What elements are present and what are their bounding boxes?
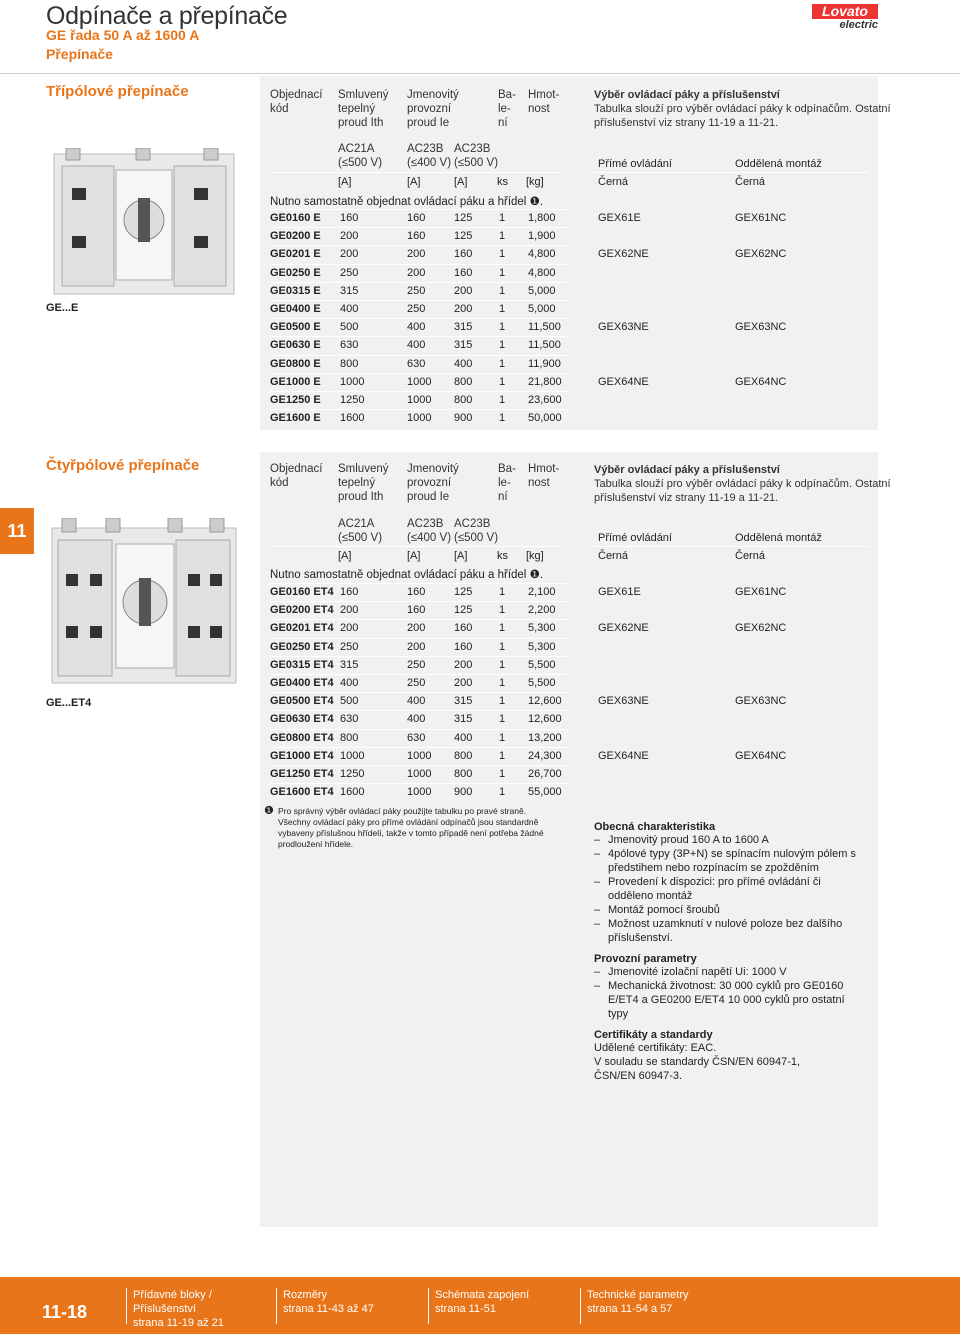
product-label-3pole: GE...E (46, 302, 79, 314)
product-code: GE0800 E (270, 357, 321, 370)
table-cell: 50,000 (528, 412, 562, 425)
product-image-3pole (44, 148, 244, 298)
order-note: Nutno samostatně objednat ovládací páku a hřídel ❶. (270, 196, 544, 208)
row-divider (270, 336, 568, 337)
row-divider (270, 245, 568, 246)
row-divider (270, 409, 568, 410)
table-cell: 315 (340, 284, 359, 297)
table-cell: 200 (454, 677, 473, 689)
row-divider (270, 729, 568, 730)
table-cell: 200 (454, 284, 473, 297)
list-item: – Možnost uzamknutí v nulové poloze bez dalšího příslušenství. (594, 917, 864, 945)
table-cell: 160 (407, 212, 426, 224)
table-cell: 160 (340, 586, 359, 598)
col-header-code: Objednací kód (270, 89, 323, 115)
table-cell: 1000 (407, 412, 432, 425)
table-cell: 160 (340, 212, 359, 224)
table-cell: 1 (499, 303, 506, 315)
table-row (270, 300, 570, 318)
table-cell: 11,500 (528, 321, 561, 334)
table-cell: 1 (499, 604, 506, 617)
separate-mount-header-2: Oddělená montáž (735, 532, 822, 544)
table-cell: 1 (499, 375, 506, 388)
table-cell: 1250 (340, 768, 365, 780)
table-cell: 1 (499, 412, 506, 425)
row-divider (270, 638, 568, 639)
table-cell: 800 (340, 731, 359, 744)
table-cell: 630 (407, 731, 426, 744)
table-cell: 4,800 (528, 248, 556, 261)
separate-handle-code: GEX63NC (735, 321, 787, 334)
color-black-4: Černá (735, 550, 765, 562)
table-cell: 315 (340, 658, 359, 671)
table-cell: 1 (499, 768, 506, 780)
table-cell: 1 (499, 321, 506, 334)
table-cell: 315 (454, 321, 473, 334)
table-cell: 250 (407, 658, 426, 671)
list-item: – Jmenovitý proud 160 A to 1600 A (594, 833, 864, 847)
product-code: GE0630 ET4 (270, 713, 334, 726)
row-divider (270, 318, 568, 319)
table-row (270, 619, 570, 637)
cert-line-1: Udělené certifikáty: EAC. (594, 1042, 717, 1054)
footer-link[interactable] (580, 1288, 730, 1324)
product-code: GE0200 ET4 (270, 604, 334, 617)
table-cell: 1,800 (528, 212, 556, 224)
table-cell: 160 (407, 604, 426, 617)
product-code: GE0160 ET4 (270, 586, 334, 598)
table-cell: 12,600 (528, 713, 562, 726)
footer-link-page: strana 11-51 (435, 1303, 496, 1315)
table-cell: 200 (407, 640, 426, 653)
table-cell: 1000 (407, 375, 432, 388)
footer-link[interactable] (428, 1288, 580, 1324)
table-cell: 1600 (340, 412, 365, 425)
list-item: – Jmenovité izolační napětí Ui: 1000 V (594, 965, 864, 979)
table-cell: 160 (454, 622, 473, 635)
product-code: GE0400 ET4 (270, 677, 334, 689)
col-sub-ac21a: AC21A (≤500 V) (338, 143, 383, 169)
table-cell: 900 (454, 412, 473, 425)
table-cell: 125 (454, 604, 473, 617)
table-cell: 5,300 (528, 622, 556, 635)
table-row (270, 391, 570, 409)
row-divider (270, 656, 568, 657)
table-cell: 200 (454, 303, 473, 315)
table-cell: 1000 (407, 786, 432, 799)
color-black-3: Černá (598, 550, 628, 562)
col-header-code-2: Objednací kód (270, 463, 323, 489)
table-cell: 400 (454, 357, 473, 370)
separate-handle-code: GEX62NC (735, 248, 787, 261)
col-header-rated-2: Jmenovitý provozní proud Ie (407, 463, 459, 503)
table-cell: 12,600 (528, 695, 562, 708)
direct-control-header: Přímé ovládání (598, 158, 672, 170)
direct-handle-code: GEX61E (598, 586, 641, 598)
row-divider (270, 209, 568, 210)
table-cell: 5,500 (528, 658, 556, 671)
table-cell: 800 (454, 749, 473, 762)
table-cell: 2,200 (528, 604, 556, 617)
table-cell: 1600 (340, 786, 365, 799)
header-divider (0, 73, 960, 74)
col-sub-ac23b-400-2: AC23B (≤400 V) (407, 518, 452, 544)
logo-subtext: electric (839, 19, 878, 31)
table-cell: 500 (340, 695, 359, 708)
table-cell: 200 (340, 604, 359, 617)
direct-control-header-2: Přímé ovládání (598, 532, 672, 544)
row-divider (270, 601, 568, 602)
table-cell: 250 (407, 677, 426, 689)
table-cell: 1 (499, 284, 506, 297)
table-cell: 1 (499, 622, 506, 635)
table-cell: 1 (499, 339, 506, 352)
divider (594, 172, 869, 173)
table-cell: 11,900 (528, 357, 561, 370)
cert-line-3: ČSN/EN 60947-3. (594, 1070, 683, 1082)
table-cell: 1 (499, 749, 506, 762)
section2-title: Čtyřpólové přepínače (46, 457, 200, 474)
general-list (594, 833, 864, 945)
col-sub-ac21a-2: AC21A (≤500 V) (338, 518, 383, 544)
table-row (270, 710, 570, 728)
table-cell: 5,000 (528, 284, 556, 297)
table-row (270, 583, 570, 601)
table-cell: 160 (454, 248, 473, 261)
row-divider (270, 747, 568, 748)
table-cell: 250 (407, 284, 426, 297)
table-cell: 800 (454, 394, 473, 406)
table-row (270, 729, 570, 747)
table-cell: 1,900 (528, 230, 556, 243)
table-cell: 125 (454, 586, 473, 598)
characteristics (594, 821, 864, 1083)
table-row (270, 282, 570, 300)
col-header-weight: Hmot- nost (528, 89, 560, 115)
table-cell: 160 (454, 640, 473, 653)
table-row (270, 747, 570, 765)
row-divider (270, 674, 568, 675)
table-cell: 400 (340, 677, 359, 689)
row-divider (270, 300, 568, 301)
footer-link-title: Přídavné bloky / Příslušenství (133, 1289, 212, 1315)
table-cell: 1 (499, 394, 506, 406)
footer-link[interactable] (126, 1288, 276, 1329)
table-cell: 5,300 (528, 640, 556, 653)
product-code: GE0400 E (270, 303, 321, 315)
col-sub-ac23b-400: AC23B (≤400 V) (407, 143, 452, 169)
table-cell: 250 (407, 303, 426, 315)
table-row (270, 245, 570, 263)
row-divider (270, 692, 568, 693)
footnote: ❶ Pro správný výběr ovládací páky použijte tabulku po pravé straně. Všechny ovládací páky pro přímé ovládání odpínačů jsou standardně vybaveny příslušnou hřídelí, takže v tomto případě není potřeba žádné prodloužení hřídele. (264, 805, 544, 849)
direct-handle-code: GEX61E (598, 212, 641, 224)
row-divider (270, 282, 568, 283)
table-cell: 315 (454, 695, 473, 708)
footer-link-title: Schémata zapojení (435, 1289, 530, 1301)
table-row (270, 783, 570, 801)
table-cell: 13,200 (528, 731, 562, 744)
table-cell: 630 (407, 357, 426, 370)
product-label-4pole: GE...ET4 (46, 697, 92, 709)
table-cell: 1 (499, 731, 506, 744)
product-code: GE1250 ET4 (270, 768, 334, 780)
product-code: GE1000 ET4 (270, 749, 334, 762)
product-code: GE0800 ET4 (270, 731, 334, 744)
separate-handle-code: GEX64NC (735, 749, 787, 762)
table-cell: 4,800 (528, 266, 556, 279)
row-divider (270, 710, 568, 711)
product-code: GE0500 ET4 (270, 695, 334, 708)
product-code: GE0630 E (270, 339, 321, 352)
table-row (270, 638, 570, 656)
table-cell: 1 (499, 786, 506, 799)
table-cell: 125 (454, 212, 473, 224)
cert-title: Certifikáty a standardy (594, 1029, 713, 1041)
table-cell: 1 (499, 695, 506, 708)
table-cell: 400 (407, 321, 426, 334)
col-header-pack-2: Ba- le- ní (498, 463, 516, 503)
separate-handle-code: GEX64NC (735, 375, 787, 388)
table-row (270, 765, 570, 783)
table-cell: 400 (454, 731, 473, 744)
separate-handle-code: GEX62NC (735, 622, 787, 635)
table-row (270, 674, 570, 692)
table-row (270, 355, 570, 373)
table-cell: 630 (340, 339, 359, 352)
table-cell: 630 (340, 713, 359, 726)
table-row (270, 409, 570, 427)
product-code: GE0250 ET4 (270, 640, 334, 653)
table-cell: 200 (340, 230, 359, 243)
table-cell: 5,500 (528, 677, 556, 689)
table-row (270, 601, 570, 619)
table-row (270, 227, 570, 245)
color-black-1: Černá (598, 176, 628, 188)
table-cell: 1 (499, 640, 506, 653)
table-cell: 1 (499, 266, 506, 279)
table-cell: 1000 (340, 375, 365, 388)
table-cell: 24,300 (528, 749, 562, 762)
list-item: – Montáž pomocí šroubů (594, 903, 864, 917)
table-cell: 1250 (340, 394, 365, 406)
page-title: Odpínače a přepínače (46, 2, 288, 30)
table-cell: 1 (499, 230, 506, 243)
product-code: GE1600 ET4 (270, 786, 334, 799)
product-code: GE1000 E (270, 375, 321, 388)
footer-link-page: strana 11-19 až 21 (133, 1317, 224, 1329)
footer-link-page: strana 11-54 a 57 (587, 1303, 673, 1315)
oper-title: Provozní parametry (594, 953, 697, 965)
table-row (270, 692, 570, 710)
table-cell: 160 (407, 586, 426, 598)
row-divider (270, 765, 568, 766)
table-cell: 23,600 (528, 394, 562, 406)
product-code: GE0500 E (270, 321, 321, 334)
table-cell: 200 (454, 658, 473, 671)
table-cell: 1000 (407, 768, 432, 780)
table-cell: 1000 (340, 749, 365, 762)
separate-mount-header: Oddělená montáž (735, 158, 822, 170)
separate-handle-code: GEX63NC (735, 695, 787, 708)
footer-link[interactable] (276, 1288, 428, 1324)
product-code: GE0201 E (270, 248, 321, 261)
row-divider (270, 619, 568, 620)
table-cell: 1 (499, 586, 506, 598)
color-black-2: Černá (735, 176, 765, 188)
table-row (270, 209, 570, 227)
accessory-head: Výběr ovládací páky a příslušenství Tabulka slouží pro výběr ovládací páky k odpínačům. Ostatní příslušenství viz strany 11-19 a 11-21. (594, 89, 891, 129)
order-note-2: Nutno samostatně objednat ovládací páku a hřídel ❶. (270, 569, 544, 581)
logo-box: Lovato (812, 4, 878, 19)
list-item: – Mechanická životnost: 30 000 cyklů pro GE0160 E/ET4 a GE0200 E/ET4 10 000 cyklů pro ostatní typy (594, 979, 864, 1021)
col-header-thermal: Smluvený tepelný proud Ith (338, 89, 389, 129)
product-code: GE0315 ET4 (270, 658, 334, 671)
row-divider (270, 583, 568, 584)
table-cell: 1 (499, 658, 506, 671)
col-sub-ac23b-500: AC23B (≤500 V) (454, 143, 499, 169)
table-row (270, 264, 570, 282)
table-cell: 400 (407, 713, 426, 726)
table-cell: 5,000 (528, 303, 556, 315)
row-divider (270, 355, 568, 356)
table-cell: 900 (454, 786, 473, 799)
table-cell: 200 (340, 248, 359, 261)
footer-link-page: strana 11-43 až 47 (283, 1303, 374, 1315)
table-cell: 315 (454, 713, 473, 726)
direct-handle-code: GEX64NE (598, 375, 649, 388)
product-code: GE0201 ET4 (270, 622, 334, 635)
table-cell: 800 (454, 768, 473, 780)
direct-handle-code: GEX64NE (598, 749, 649, 762)
table-cell: 160 (454, 266, 473, 279)
table-cell: 160 (407, 230, 426, 243)
table-row (270, 336, 570, 354)
lovato-logo (812, 4, 878, 30)
table-cell: 200 (407, 622, 426, 635)
page-number: 11-18 (42, 1302, 88, 1322)
table-cell: 315 (454, 339, 473, 352)
table-cell: 400 (340, 303, 359, 315)
table-cell: 1000 (407, 394, 432, 406)
table-cell: 1000 (407, 749, 432, 762)
table-cell: 200 (340, 622, 359, 635)
footer-link-title: Rozměry (283, 1289, 328, 1301)
col-sub-ac23b-500-2: AC23B (≤500 V) (454, 518, 499, 544)
table-cell: 250 (340, 266, 359, 279)
direct-handle-code: GEX63NE (598, 695, 649, 708)
table-cell: 250 (340, 640, 359, 653)
table-row (270, 656, 570, 674)
product-code: GE0160 E (270, 212, 321, 224)
page-subtitle: GE řada 50 A až 1600 A (46, 27, 200, 43)
col-header-weight-2: Hmot- nost (528, 463, 560, 489)
table-cell: 1 (499, 713, 506, 726)
table-cell: 26,700 (528, 768, 562, 780)
oper-list (594, 965, 864, 1021)
table-cell: 1 (499, 212, 506, 224)
table-cell: 400 (407, 339, 426, 352)
divider-2 (594, 546, 869, 547)
product-code: GE1250 E (270, 394, 321, 406)
table-cell: 11,500 (528, 339, 561, 352)
col-header-thermal-2: Smluvený tepelný proud Ith (338, 463, 389, 503)
table-cell: 200 (407, 266, 426, 279)
page-subtitle-2: Přepínače (46, 46, 113, 62)
row-divider (270, 264, 568, 265)
table-cell: 2,100 (528, 586, 556, 598)
table-row (270, 318, 570, 336)
list-item: – Provedení k dispozici: pro přímé ovládání či odděleno montáž (594, 875, 864, 903)
table-cell: 800 (340, 357, 359, 370)
row-divider (270, 373, 568, 374)
row-divider (270, 783, 568, 784)
product-image-4pole (44, 518, 244, 688)
separate-handle-code: GEX61NC (735, 586, 787, 598)
general-title: Obecná charakteristika (594, 821, 716, 833)
footnote-marker: ❶ (264, 805, 274, 817)
footer-link-title: Technické parametry (587, 1289, 689, 1301)
list-item: – 4pólové typy (3P+N) se spínacím nulovým pólem s předstihem nebo rozpínacím se zpožděním (594, 847, 864, 875)
units-row: [A] [A] [A] ks [kg] (270, 172, 562, 192)
table-cell: 21,800 (528, 375, 562, 388)
product-code: GE1600 E (270, 412, 321, 425)
row-divider (270, 227, 568, 228)
table-cell: 55,000 (528, 786, 562, 799)
table-cell: 1 (499, 677, 506, 689)
direct-handle-code: GEX62NE (598, 248, 649, 261)
table-cell: 200 (407, 248, 426, 261)
table-cell: 1 (499, 248, 506, 261)
product-code: GE0250 E (270, 266, 321, 279)
table-cell: 400 (407, 695, 426, 708)
col-header-pack: Ba- le- ní (498, 89, 516, 129)
direct-handle-code: GEX62NE (598, 622, 649, 635)
direct-handle-code: GEX63NE (598, 321, 649, 334)
row-divider (270, 391, 568, 392)
table-cell: 1 (499, 357, 506, 370)
col-header-rated: Jmenovitý provozní proud Ie (407, 89, 459, 129)
separate-handle-code: GEX61NC (735, 212, 787, 224)
product-code: GE0200 E (270, 230, 321, 243)
chapter-tab: 11 (0, 508, 34, 554)
table-cell: 500 (340, 321, 359, 334)
table-cell: 800 (454, 375, 473, 388)
section1-title: Třípólové přepínače (46, 83, 189, 100)
product-code: GE0315 E (270, 284, 321, 297)
cert-line-2: V souladu se standardy ČSN/EN 60947-1, (594, 1056, 801, 1068)
accessory-head-2: Výběr ovládací páky a příslušenství Tabulka slouží pro výběr ovládací páky k odpínačům. Ostatní příslušenství viz strany 11-19 a 11-21. (594, 464, 891, 504)
units-row-2: [A] [A] [A] ks [kg] (270, 546, 562, 566)
table-cell: 125 (454, 230, 473, 243)
table-row (270, 373, 570, 391)
